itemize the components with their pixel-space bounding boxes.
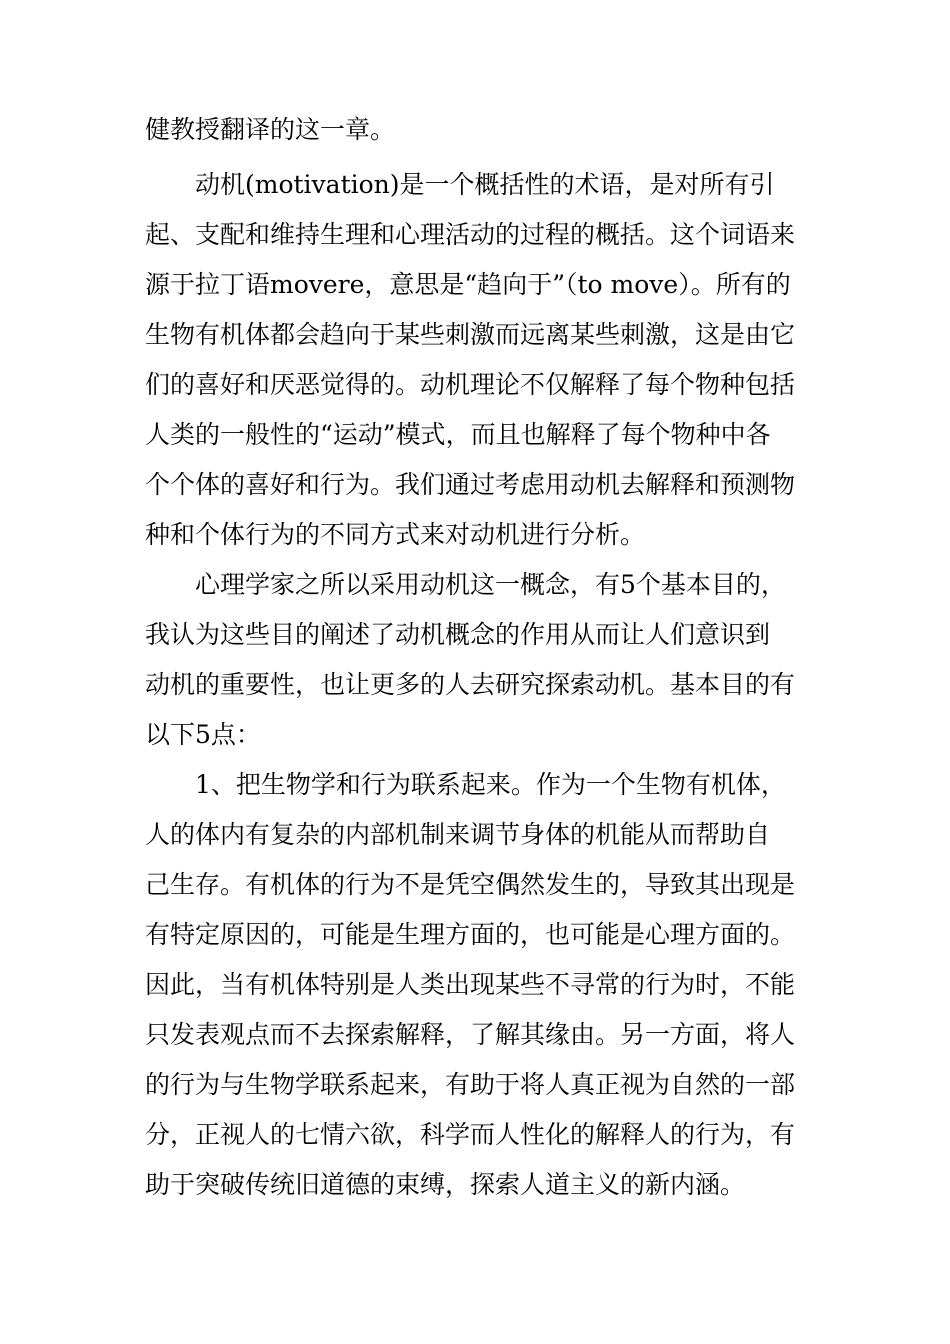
text-line: 助于突破传统旧道德的束缚，探索人道主义的新内涵。 xyxy=(145,1170,746,1199)
text-line: 因此，当有机体特别是人类出现某些不寻常的行为时，不能 xyxy=(145,970,796,999)
text-line: 源于拉丁语movere，意思是“趋向于”（to move）。所有的 xyxy=(145,270,791,299)
text-line: 只发表观点而不去探索解释，了解其缘由。另一方面，将人 xyxy=(145,1020,796,1049)
text-line: 健教授翻译的这一章。 xyxy=(145,115,396,144)
text-line: 心理学家之所以采用动机这一概念，有5个基本目的， xyxy=(145,570,786,599)
text-line: 人类的一般性的“运动”模式，而且也解释了每个物种中各 xyxy=(145,420,771,449)
text-line: 我认为这些目的阐述了动机概念的作用从而让人们意识到 xyxy=(145,620,771,649)
text-line: 1、把生物学和行为联系起来。作为一个生物有机体， xyxy=(145,770,786,799)
text-line: 生物有机体都会趋向于某些刺激而远离某些刺激，这是由它 xyxy=(145,320,796,349)
text-line: 起、支配和维持生理和心理活动的过程的概括。这个词语来 xyxy=(145,220,796,249)
text-line: 以下5点： xyxy=(145,720,261,749)
text-line: 个个体的喜好和行为。我们通过考虑用动机去解释和预测物 xyxy=(145,470,796,499)
text-line: 种和个体行为的不同方式来对动机进行分析。 xyxy=(145,520,646,549)
text-line: 有特定原因的，可能是生理方面的，也可能是心理方面的。 xyxy=(145,920,796,949)
text-line: 们的喜好和厌恶觉得的。动机理论不仅解释了每个物种包括 xyxy=(145,370,796,399)
text-line: 己生存。有机体的行为不是凭空偶然发生的，导致其出现是 xyxy=(145,870,796,899)
text-line: 的行为与生物学联系起来，有助于将人真正视为自然的一部 xyxy=(145,1070,796,1099)
text-line: 分，正视人的七情六欲，科学而人性化的解释人的行为，有 xyxy=(145,1120,796,1149)
text-line: 动机(motivation)是一个概括性的术语，是对所有引 xyxy=(145,170,775,199)
text-line: 人的体内有复杂的内部机制来调节身体的机能从而帮助自 xyxy=(145,820,771,849)
text-line: 动机的重要性，也让更多的人去研究探索动机。基本目的有 xyxy=(145,670,796,699)
